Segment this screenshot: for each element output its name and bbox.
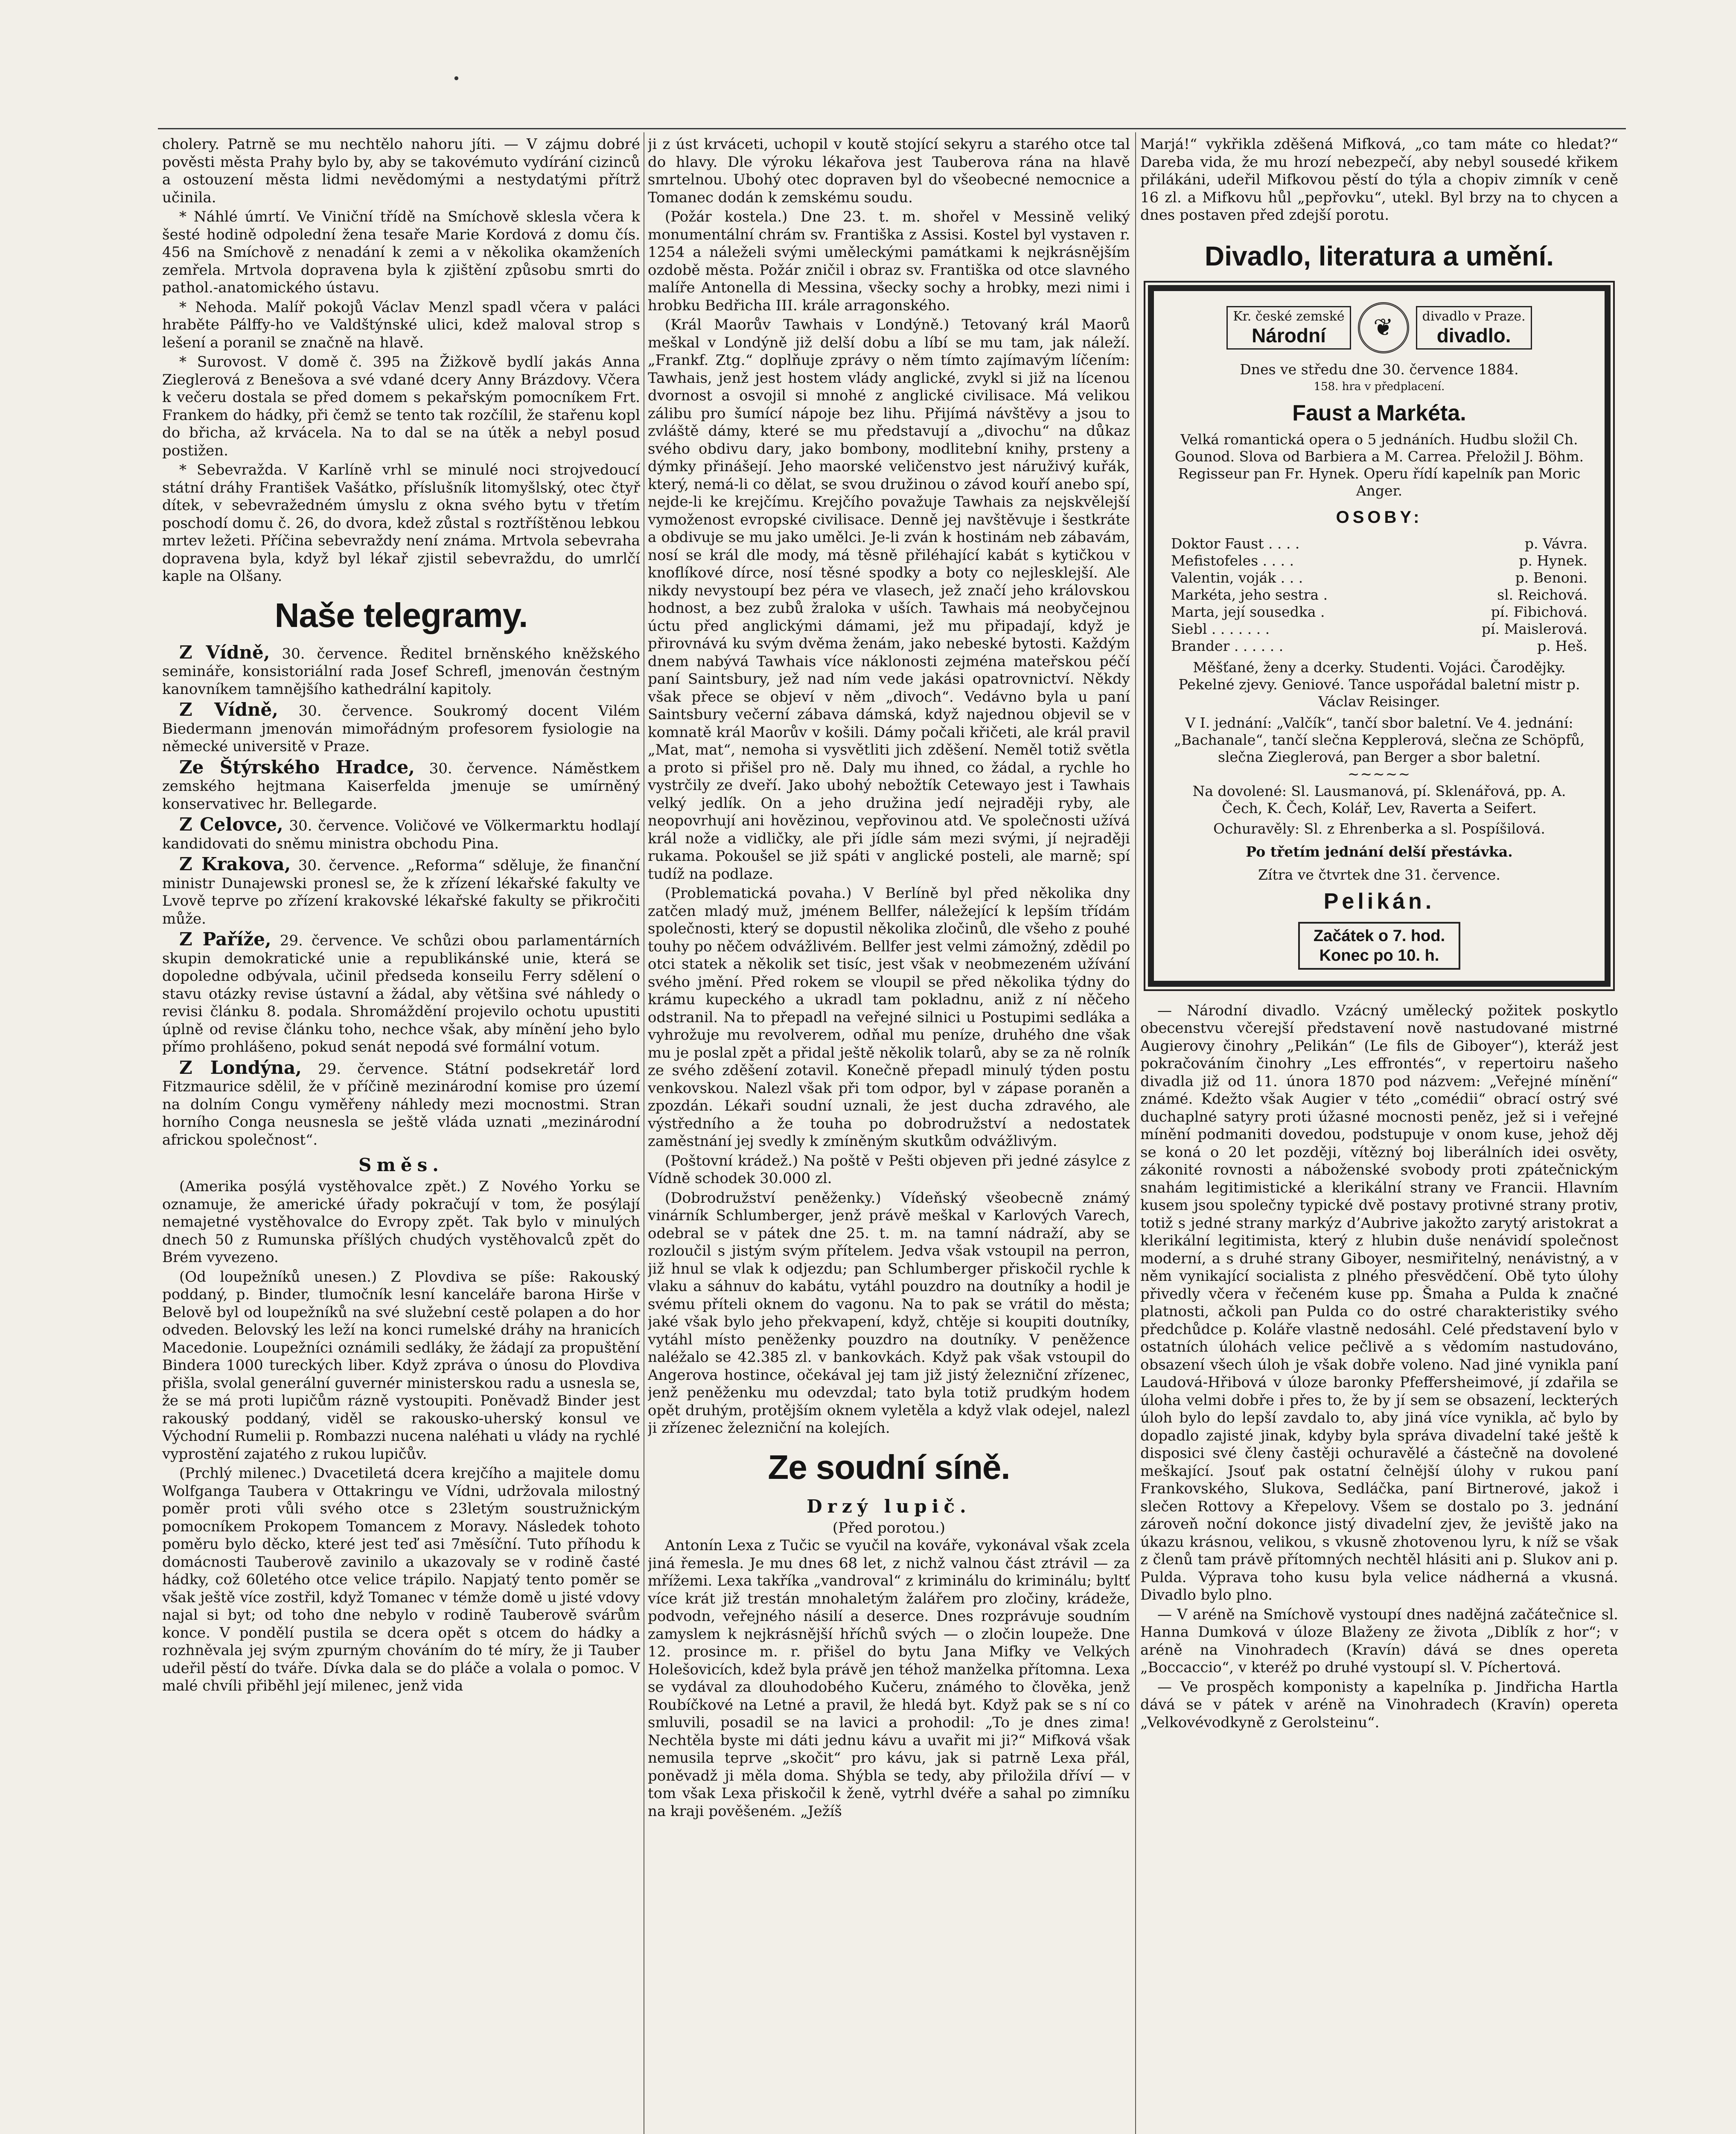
- news-sudden-death: * Náhlé úmrtí. Ve Viniční třídě na Smíchově sklesla včera k šesté hodině odpolední žena tesaře Marie Kordová z domu čís. 456 na Smíchově z nenadání k zemi a v několika okamženích zemřela. Mrtvola dopravena byla k zjištění způsobu smrti do pathol.-anatomického ústavu.: [162, 208, 640, 296]
- court-heading: Ze soudní síně.: [768, 1448, 1010, 1486]
- playbill-description: Velká romantická opera o 5 jednáních. Hudbu složil Ch. Gounod. Slova od Barbiera a M. Carrea. Přeložil J. Böhm. Regisseur pan Fr. Hynek. Operu řídí kapelník pan Moric Anger.: [1174, 431, 1584, 499]
- cast-row: [1171, 552, 1587, 569]
- telegram-city: Z Paříže,: [179, 929, 271, 950]
- cast-role: Brander . . . . . .: [1171, 637, 1284, 654]
- theatre-note: — Ve prospěch komponisty a kapelníka p. Jindřicha Hartla dává se v pátek v aréně na Vinohradech (Kravín) opereta „Velkovévodkyně z Gerolsteinu“.: [1140, 1678, 1618, 1731]
- miscellany-heading: Směs.: [358, 1154, 444, 1175]
- cast-actor: pí. Fibichová.: [1491, 603, 1587, 620]
- telegram-text: 29. července. Ve schůzi obou parlamentárních skupin demokratické unie a republikánské unie, která se dopoledne odbývala, učinil předseda konseilu Ferry sdělení o stavu otázky revise ústavní a žádal, aby většina své náhledy o revisi článku 8. podala. Shromáždění projevilo ochotu upustiti úplně od revise článku toho, nechce však, aby mínění jeho bylo přímo prohlášeno, pokud senát nepodá své formální votum.: [162, 932, 640, 1055]
- playbill-dances: V I. jednání: „Valčík“, tančí sbor baletní. Ve 4. jednání: „Bachanale“, tančí slečna Kepplerová, slečna ze Schöpfů, slečna Zieglerová, pan Berger a sbor baletní.: [1174, 714, 1585, 765]
- crest-icon: ❦: [1358, 302, 1409, 353]
- misc-item: (Dobrodružství peněženky.) Vídeňský všeobecně známý vinárník Schlumberger, jenž právě meškal v Karlových Varech, odebral se v pátek dne 25. t. m. na tamní nádraží, aby se rozloučil s jistým svým přítelem. Jedva však vstoupil na perron, již hnul se vlak k odjezdu; pan Schlumberger přiskočil rychle k vlaku a sáhnuv do kabátu, vytáhl pouzdro na doutníky a hodil je svému příteli oknem do vagonu. Na to pak se vrátil do města; jaké však bylo jeho překvapení, když, chtěje si koupiti doutníky, vytáhl místo peněženky pouzdro na doutníky. V peněžence naléžalo se 42.385 zl. v bankovkách. Když pak však vstoupil do Angerova hostince, očekával jej tam již jistý železniční zřízenec, jenž peněženku mu odevzdal; tato byla totiž prudkým hodem opět druhým, protějším oknem vyletěla a když vlak odejel, nalezl ji zřízenec železniční na kolejích.: [648, 1189, 1130, 1437]
- column-left: [162, 136, 640, 2134]
- page-marker: •: [452, 70, 460, 87]
- cast-role: Mefistofeles . . . .: [1171, 552, 1294, 569]
- cast-row: [1171, 535, 1587, 552]
- telegram-city: Z Vídně,: [179, 641, 270, 663]
- telegram-text: 30. července. Soukromý docent Vilém Biedermann jmenován mimořádným profesorem fysiologie na německé universitě v Praze.: [162, 703, 640, 755]
- arts-heading: Divadlo, literatura a umění.: [1205, 240, 1554, 271]
- court-note: (Před porotou.): [832, 1519, 946, 1536]
- playbill-on-leave: Na dovolené: Sl. Lausmanová, pí. Sklenářová, pp. A. Čech, K. Čech, Kolář, Lev, Raverta a Seifert.: [1192, 782, 1566, 816]
- cast-row: [1171, 586, 1587, 603]
- misc-item: (Poštovní krádež.) Na poště v Pešti objeven při jedné zásylce z Vídně schodek 30.000 zl.: [648, 1152, 1130, 1187]
- playbill-header: [1171, 302, 1587, 353]
- article-paragraph: Marjá!“ vykřikla zděšená Mifková, „co tam máte co hledat?“ Dareba vida, že mu hrozí nebezpečí, aby nebyl sousedé křikem přilákáni, udeřil Mifkovou pěstí do týla a chopiv zimník v ceně 16 zl. a Mifkovu hůl „pepřovku“, utekl. Byl brzy na to chycen a dnes postaven před zdejší porotu.: [1140, 136, 1618, 224]
- cast-row: [1171, 621, 1587, 638]
- playbill-tomorrow: Zítra ve čtvrtek dne 31. července.: [1258, 866, 1500, 883]
- telegram-city: Z Londýna,: [179, 1057, 302, 1078]
- cast-heading: OSOBY:: [1336, 507, 1423, 527]
- playbill-times: [1298, 922, 1460, 970]
- playbill-date: Dnes ve středu dne 30. července 1884.: [1240, 361, 1519, 378]
- cast-list: [1171, 535, 1587, 655]
- theatre-note: — V aréně na Smíchově vystoupí dnes nadějná začátečnice sl. Hanna Dumková v úloze Blaženy ze života „Diblík z hor“; v aréně na Vinohradech (Kravín) dává se dnes opereta „Boccaccio“, v kteréž po druhé vystoupí sl. V. Píchertová.: [1140, 1606, 1618, 1676]
- telegrams-heading: Naše telegramy.: [274, 596, 528, 634]
- theatre-review: — Národní divadlo. Vzácný umělecký požitek poskytlo obecenstvu včerejší představení nově nastudované mistrné Augierovy činohry „Pelikán“ (Le fils de Giboyer“), kteráž jest pokračováním činohry „Les effrontés“, v repertoiru našeho divadla již od 11. února 1870 pod názvem: „Veřejné mínění“ známé. Kdežto však Augier v této „comédii“ obrací ostrý své duchaplné satyry proti úžasné mocnosti peněz, jež si i veřejné mínění podmaniti dovedou, podstupuje v onom kuse, jehož děj se koná o 20 let později, vítězný boj liberálních idei osvěty, zákonité rovnosti a náboženské svobody proti zpátečnickým snahám legitimistické a klerikální strany ve Francii. Hlavním kusem jsou společny typické dvě postavy protivné strany protiv, totiž s jedné strany markýz d’Aubrive jakožto zarytý aristokrat a klerikální legitimista, který z hlubin duše nenávidí společnost moderní, a s druhé strany Giboyer, nesmiřitelný, nenávistný, a v něm vynikající socialista z plného přesvědčení. Obě tyto úlohy přivedly včera v řečeném kuse pp. Šmaha a Pulda k značné platnosti, ačkoli pan Pulda co do ostré charakteristiky svého předchůdce p. Koláře vlastně nedosáhl. Celé představení bylo v ostatních úlohách velice pečlivě a s vědomím nastudováno, obsazení všech úloh je však dobře voleno. Nad jiné vynikla paní Laudová-Hřibová v úloze baronky Pfeffersheimové, jí zdařila se úloha velmi dobře i přes to, že by jí sem se obsazení, leckterých úloh bylo do lepší zavdalo to, aby jiná více vynikla, ač bylo by dopadlo zajisté jinak, kdyby byla správa divadelní také ještě k disposici své členy častěji ochuravělé a částečně na dovolené meškající. Jsouť pak ostatní čelnější úlohy v rukou paní Frankovského, Slukova, Sedláčka, paní Birtnerové, jakož i slečen Rottovy a Křepelovy. Všem se dostalo po 3. jednání zároveň noční dokonce jistý divadelní zjev, že jeviště jako na úkazu krásnou, velikou, s vkusně zhotovenou lyru, k níž se však z členů tam právě přítomných nechtěl hlásiti ani p. Slukov ani p. Pulda. Výprava toho kusu byla velice nádherná a vkusná. Divadlo bylo plno.: [1140, 1002, 1618, 1603]
- cast-row: [1171, 569, 1587, 586]
- end-time: Konec po 10. h.: [1319, 946, 1439, 965]
- misc-item: (Prchlý milenec.) Dvacetiletá dcera krejčího a majitele domu Wolfganga Taubera v Ottakringu ve Vídni, udržovala milostný poměr proti vůli svého otce s 23letým soustružnickým pomocníkem Prokopem Tomancem z Moravy. Následek tohoto poměru bylo děcko, které jest teď asi 7měsíční. Tuto příhodu k domácnosti Tauberově zavinilo a ukazovaly se v rodině časté hádky, což 60letého otce velice trápilo. Napjatý tento poměr se však ještě více zostřil, když Tomanec v témže domě u jisté vdovy najal si byt; od toho dne nebylo v rodině Tauberově svárům konce. V pondělí pustila se dcera opět s otcem do hádky a rozhněvala jej svým zpurným chováním do té míry, že ji Tauber udeřil pěstí do tváře. Dívka dala se do pláče a volala o pomoc. V malé chvíli přiběhl její milenec, jenž vida: [162, 1465, 640, 1694]
- telegram-item: [162, 758, 640, 813]
- playbill-title: Faust a Markéta.: [1292, 400, 1466, 426]
- playbill-interval: Po třetím jednání delší přestávka.: [1246, 843, 1513, 860]
- cast-actor: p. Benoni.: [1515, 569, 1587, 586]
- cast-row: [1171, 603, 1587, 621]
- misc-item: (Problematická povaha.) V Berlíně byl před několika dny zatčen mladý muž, jménem Bellfer, náležející k lepším třídám společnosti, který se dopustil několika zločinů, dle všeho z pouhé touhy po něčem odvážlivém. Bellfer jest velmi zámožný, zdědil po otci statek a několik set tisíc, jest však v neobmezeném užívání svého jmění. Před rokem se vloupil se před několika týdny do krámu kupeckého a ukradl tam pokladnu, aniž z ní něčeho odstranil. Na to přepadl na veřejné silnici u Postupimi sedláka a vyhrožuje mu revolverem, odňal mu peníze, druhého dne však mu je poslal zpět a přidal ještě několik tolarů, aby se za ně rolník ze svého zděšení zotavil. Konečně přepadl minulý týden postu venkovskou. Nalezl však při tom odpor, byl v zápase poraněn a zpozdán. Lékaři soudní uznali, že jest ducha zdravého, ale výstředního a že touha po dobrodružství a nedostatek zaměstnání jej svedly k zmíněným skutkům odvážlivým.: [648, 885, 1130, 1150]
- misc-item: (Požár kostela.) Dne 23. t. m. shořel v Messině veliký monumentální chrám sv. Františka z Assisi. Kostel byl vystaven r. 1254 a náleželi svými uměleckými památkami k nejkrásnějším ozdobě města. Požár zničil i obraz sv. Františka od otce slavného malíře Antonella di Messina, všecky sochy a hrobky, mezi nimi i hrobku Bedřicha III. krále arragonského.: [648, 208, 1130, 314]
- column-right: [1140, 136, 1618, 2134]
- cast-role: Siebl . . . . . . .: [1171, 620, 1270, 637]
- telegram-city: Z Krakova,: [179, 854, 291, 875]
- playbill-ensemble: Měšťané, ženy a dcerky. Studenti. Vojáci. Čarodějky. Pekelné zjevy. Geniové. Tance uspořádal baletní mistr p. Václav Reisinger.: [1178, 659, 1580, 710]
- article-paragraph: ji z úst krváceti, uchopil v koutě stojící sekyru a starého otce tal do hlavy. Dle výroku lékařova jest Tauberova rána na hlavě smrtelnou. Ubohý otec dopraven byl do všeobecné nemocnice a Tomanec dodán k zemskému soudu.: [648, 136, 1130, 206]
- cast-role: Markéta, jeho sestra .: [1171, 586, 1328, 603]
- start-time: Začátek o 7. hod.: [1313, 927, 1445, 945]
- playbill-line: divadlo.: [1436, 324, 1511, 347]
- theatre-name-left: [1226, 306, 1351, 350]
- column-middle: [648, 136, 1130, 2134]
- telegram-item: [162, 641, 640, 699]
- news-brutality: * Surovost. V domě č. 395 na Žižkově bydlí jakás Anna Zieglerová z Benešova a své vdané dcery Anny Brázdovy. Včera k večeru dostala se před domem s pekařským pomocníkem Frt. Frankem do hádky, při čemž se tento tak rozčílil, že stařenu kopl do břicha, až krvácela. Na to dal se na útěk a nebyl posud postižen.: [162, 353, 640, 459]
- telegram-item: [162, 930, 640, 1056]
- telegram-city: Z Vídně,: [179, 699, 278, 720]
- telegram-item: [162, 816, 640, 853]
- theatre-playbill: [1148, 285, 1611, 987]
- cast-actor: pí. Maislerová.: [1481, 620, 1587, 637]
- playbill-line: Národní: [1252, 324, 1326, 347]
- cast-role: Valentin, voják . . .: [1171, 569, 1303, 586]
- misc-item: (Amerika posýlá vystěhovalce zpět.) Z Nového Yorku se oznamuje, že americké úřady pokračují v tom, že posýlají nemajetné vystěhovalce do Evropy zpět. Tak bylo v minulých dnech 50 z Rumunska příšlých chudých vystěhovalců zpět do Brém vyvezeno.: [162, 1178, 640, 1266]
- telegram-item: [162, 701, 640, 756]
- telegram-text: 30. července. Náměstkem zemského hejtmana Kaiserfelda jmenuje se umírněný konservativec hr. Bellegarde.: [162, 760, 640, 813]
- cast-actor: sl. Reichová.: [1497, 586, 1587, 603]
- playbill-line: divadlo v Praze.: [1422, 309, 1526, 324]
- cast-actor: p. Heš.: [1537, 637, 1587, 654]
- article-paragraph: cholery. Patrně se mu nechtělo nahoru jíti. — V zájmu dobré pověsti města Prahy bylo by, aby se takovémuto vydírání cizinců a ostouzení města lidmi nevědomými a nestydatými přítrž učinila.: [162, 136, 640, 206]
- telegram-item: [162, 855, 640, 928]
- misc-item: (Od loupežníků unesen.) Z Plovdiva se píše: Rakouský poddaný, p. Binder, tlumočník lesní kanceláře barona Hirše v Belově byl od loupežníků na své služební cestě polapen a do hor odveden. Belovský les leží na konci rumelské dráhy na hranicích Macedonie. Loupežníci oznámili sedláky, že žádají za propuštění Bindera 1000 tureckých liber. Když zpráva o únosu do Plovdiva přišla, svolal generální guvernér ministerskou radu a usnesla se, že se má proti lupičům rázně vystoupiti. Poněvadž Binder jest rakouský poddaný, viděl se rakousko-uherský konsul ve Východní Rumelii p. Rombazzi nucena naléhati u vlády na rychlé vyprostění zajatého z rukou lupičův.: [162, 1268, 640, 1463]
- cast-role: Marta, její sousedka .: [1171, 603, 1325, 620]
- ornament: ~~~~~: [1347, 765, 1411, 782]
- news-accident: * Nehoda. Malíř pokojů Václav Menzl spadl včera v paláci hraběte Pálffy-ho ve Valdštýnské ulici, kdež maloval strop s lešení a poranil se značně na hlavě.: [162, 298, 640, 351]
- court-subheading: Drzý lupič.: [807, 1496, 971, 1517]
- column-divider: [1135, 132, 1136, 2134]
- playbill-line: Kr. české zemské: [1233, 309, 1345, 324]
- theatre-name-right: [1416, 306, 1532, 350]
- top-rule: [158, 128, 1626, 129]
- cast-role: Doktor Faust . . . .: [1171, 535, 1300, 552]
- misc-item: (Král Maorův Tawhais v Londýně.) Tetovaný král Maorů meškal v Londýně již delší dobu a líbí se mu tam, jak náleží. „Frankf. Ztg.“ doplňuje zprávy o něm tímto zajímavým líčením: Tawhais, jenž jest hostem vlády anglické, zvykl si již na lícenou dvornost a osvojil si mnohé z anglické civilisace. Má velikou zálibu pro šumící nápoje bez lihu. Přijímá návštěvy a jsou to zvláště dámy, které se mu představují a „divochu“ na důkaz svého obdivu dary, jako bombony, modlitební knihy, prsteny a dýmky přinášejí. Jeho maorské veličenstvo jest náruživý kuřák, který, nemá-li co dělat, se svou družinou o závod kouří anebo spí, nejde-li ke krejčímu. Krejčího považuje Tawhais za nejskvělejší vymoženost evropské civilisace. Denně jej navštěvuje i šestkráte a obdivuje se mu jako umělci. Je-li zván k hostinám neb zábavám, nosí se král dle mody, má těsně přiléhající kabát s kytičkou v knoflíkové dírce, nosí těsné spodky a boty co nejlesklejší. Ale nikdy nevystoupí bez péra ve vlasech, jež značí jeho královskou hodnost, a bez zubů žraloka v uších. Tawhais má neobyčejnou úctu před anglickými dámami, jež mu připadají, když je přirovnává ku svým dvěma ženám, jako nebeské bytosti. Každým dnem nabývá Tawhais více náklonosti zejména mateřskou péčí paní Saintsbury, jež nad ním vede jakási opatrovnictví. Někdy však přece se objeví v něm „divoch“. Vedávno byla u paní Saintsbury večerní zábava dámská, když najednou objevil se v komnatě král Maorův v košili. Dámy počali křičeti, ale král pravil „Mat, mat“, nemoha si vysvětliti jich zděšení. Neměl totiž světla a proto si přišel pro ně. Daly mu ihned, co žádal, a rychle ho vystrčily ze dveří. Jako ubohý nebožtík Cetewayo jest i Tawhais velký jedlík. On a jeho družina jedí nejraději ryby, ale neopovrhují ani hovězinou, vepřovinou atd. Ve společnosti užívá král nože a vidličky, ale při jídle sám mezi svými, jí nejraději rukama. Pokoušel se již spáti v anglické posteli, ale marně; spí tudíž na podlaze.: [648, 316, 1130, 883]
- cast-row: [1171, 638, 1587, 655]
- cast-actor: p. Vávra.: [1524, 535, 1587, 552]
- telegram-text: 30. července. Voličové ve Völkermarktu hodlají kandidovati do sněmu ministra obchodu Pina.: [162, 817, 640, 852]
- playbill-sick: Ochuravěly: Sl. z Ehrenberka a sl. Pospíšilová.: [1213, 820, 1545, 837]
- playbill-performance-number: 158. hra v předplacení.: [1314, 380, 1445, 393]
- court-report: Antonín Lexa z Tučic se vyučil na kováře, vykonával však zcela jiná řemesla. Je mu dnes 68 let, z nichž valnou část ztrávil — za mřížemi. Lexa takříka „vandroval“ z kriminálu do kriminálu; byltť více krát již trestán mnohaletým žalářem pro zločiny, krádeže, podvodn, veřejného násilí a deserce. Dnes rozprávuje soudním zamyslem k nejkrásnější hříchů svých — o zločin loupeže. Dne 12. prosince m. r. přišel do bytu Jana Mifky ve Velkých Holešovicích, kdež byla právě jen téhož manželka přítomna. Lexa se vydával za dlouhodobého Kučeru, známého to člověka, jenž Roubíčkové na Letné a pravil, že hledá byt. Když pak se s ní co smluvili, posadil se na lavici a prohodil: „To je dnes zima! Nechtěla byste mi dáti jednu kávu a uvařit mi ji?“ Mifková však nemusila teprve „skočit“ pro kávu, jak si patrně Lexa přál, poněvadž ji měla doma. Shýbla se tedy, aby přiložila dříví — v tom však Lexa přiskočil k ženě, vytrhl dvéře a sahal po zimníku na kraji pověšeném. „Ježíš: [648, 1537, 1130, 1820]
- telegram-item: [162, 1059, 640, 1149]
- telegram-text: 30. července. Ředitel brněnského kněžského semináře, konsistoriální rada Josef Schrefl, jmenován čestným kanovníkem tamnějšího kathedrální kapitoly.: [162, 645, 640, 698]
- telegram-text: 29. července. Státní podsekretář lord Fitzmaurice sdělil, že v příčině mezinárodní komise pro území na dolním Congu vyměřeny náhledy mezi mocnostmi. Stran horního Conga neusnesla se ještě vláda uznati „mezinárodní africkou společnost“.: [162, 1060, 640, 1149]
- telegram-city: Z Celovce,: [179, 814, 283, 835]
- news-suicide: * Sebevražda. V Karlíně vrhl se minulé noci strojvedoucí státní dráhy František Vašátko, příslušník litomyšlský, otec čtyř dítek, v sebevražedném úmyslu z okna svého bytu v třetím poschodí domu č. 26, do dvora, kdež zůstal s roztříštěnou lebkou mrtev ležeti. Příčina sebevraždy není známa. Mrtvola sebevraha dopravena byla, když byl lékař zjistil sebevraždu, do umrlčí kaple na Olšany.: [162, 461, 640, 585]
- playbill-next-title: Pelikán.: [1323, 889, 1435, 914]
- cast-actor: p. Hynek.: [1519, 552, 1587, 569]
- telegram-city: Ze Štýrského Hradce,: [179, 756, 415, 778]
- telegram-text: 30. července. „Reforma“ sděluje, že finanční ministr Dunajewski pronesl se, že k zřízení lékařské fakulty ve Lvově teprve po zřízení krakovské lékařské fakulty se přikročiti může.: [162, 857, 640, 927]
